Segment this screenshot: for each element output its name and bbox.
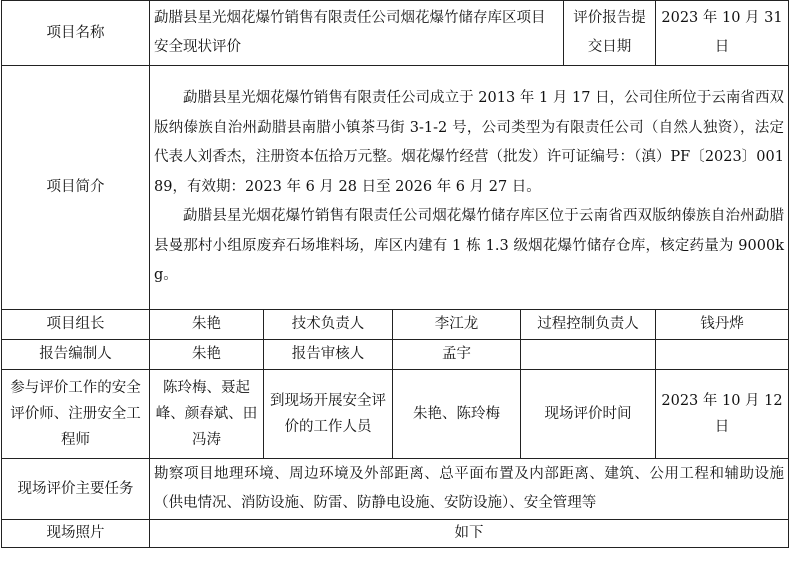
photos-row <box>2 520 789 548</box>
photos-label: 现场照片 <box>2 520 150 548</box>
author-value: 朱艳 <box>150 340 264 370</box>
tasks-value: 勘察项目地理环境、周边环境及外部距离、总平面布置及内部距离、建筑、公用工程和辅助设施（供电情况、消防设施、防雷、防静电设施、安防设施）、安全管理等 <box>150 459 789 520</box>
intro-content <box>150 66 789 310</box>
tech-value: 李江龙 <box>393 310 521 340</box>
evaluators-value: 陈玲梅、聂起峰、颜春斌、田冯涛 <box>150 370 264 459</box>
evaluation-info-table <box>1 0 789 548</box>
empty-cell <box>521 340 656 370</box>
reviewer-label: 报告审核人 <box>264 340 393 370</box>
project-name-label: 项目名称 <box>2 1 150 66</box>
author-row <box>2 340 789 370</box>
process-value: 钱丹烨 <box>656 310 789 340</box>
tech-label: 技术负责人 <box>264 310 393 340</box>
project-name-row <box>2 1 789 66</box>
report-date-label: 评价报告提交日期 <box>564 1 656 66</box>
author-label: 报告编制人 <box>2 340 150 370</box>
process-label: 过程控制负责人 <box>521 310 656 340</box>
onsite-time-value: 2023 年 10 月 12 日 <box>656 370 789 459</box>
tasks-row <box>2 459 789 520</box>
tasks-label: 现场评价主要任务 <box>2 459 150 520</box>
team-row <box>2 310 789 340</box>
evaluators-row <box>2 370 789 459</box>
photos-value: 如下 <box>150 520 789 548</box>
project-name-value: 勐腊县星光烟花爆竹销售有限责任公司烟花爆竹储存库区项目安全现状评价 <box>150 1 564 66</box>
onsite-staff-value: 朱艳、陈玲梅 <box>393 370 521 459</box>
intro-label: 项目简介 <box>2 66 150 310</box>
empty-cell <box>656 340 789 370</box>
intro-row <box>2 66 789 310</box>
intro-paragraph-2: 勐腊县星光烟花爆竹销售有限责任公司烟花爆竹储存库区位于云南省西双版纳傣族自治州勐腊县曼那村小组原废弃石场堆料场，库区内建有 1 栋 1.3 级烟花爆竹储存仓库，核定药量为 9000kg。 <box>154 208 784 284</box>
leader-value: 朱艳 <box>150 310 264 340</box>
intro-paragraph-1: 勐腊县星光烟花爆竹销售有限责任公司成立于 2013 年 1 月 17 日，公司住所位于云南省西双版纳傣族自治州勐腊县南腊小镇茶马街 3-1-2 号，公司类型为有限责任公司（自然人独资），法定代表人刘香杰，注册资本伍拾万元整。烟花爆竹经营（批发）许可证编号：（滇）PF〔2023〕00189，有效期：2023 年 6 月 28 日至 2026 年 6 月 27 日。 <box>154 90 784 195</box>
leader-label: 项目组长 <box>2 310 150 340</box>
onsite-staff-label: 到现场开展安全评价的工作人员 <box>264 370 393 459</box>
onsite-time-label: 现场评价时间 <box>521 370 656 459</box>
report-date-value: 2023 年 10 月 31 日 <box>656 1 789 66</box>
evaluators-label: 参与评价工作的安全评价师、注册安全工程师 <box>2 370 150 459</box>
reviewer-value: 孟宇 <box>393 340 521 370</box>
